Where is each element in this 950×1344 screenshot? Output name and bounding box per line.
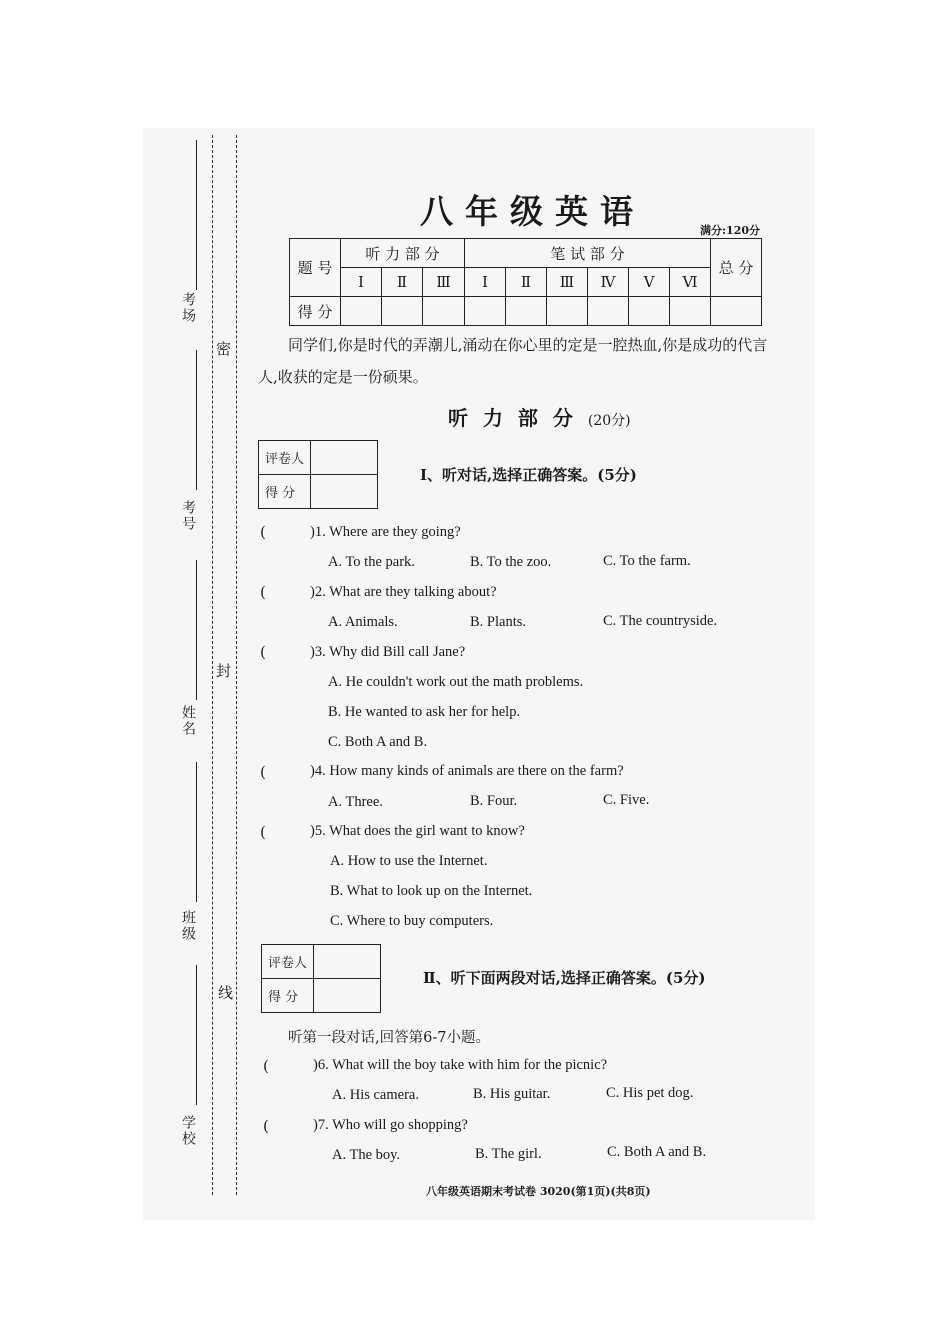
binding-line (196, 140, 197, 290)
score-row-label: 得 分 (290, 297, 341, 326)
page-footer: 八年级英语期末考试卷 3020(第1页)(共8页) (426, 1185, 651, 1198)
intro-line-1: 同学们,你是时代的弄潮儿,涌动在你心里的定是一腔热血,你是成功的代言 (288, 336, 768, 354)
option-6a: A. His camera. (332, 1087, 419, 1103)
writing-col: Ⅳ (588, 268, 629, 297)
option-7c: C. Both A and B. (607, 1144, 707, 1160)
option-4a: A. Three. (328, 794, 383, 810)
option-3c: C. Both A and B. (328, 734, 428, 750)
grader-box (258, 440, 378, 509)
option-3a: A. He couldn't work out the math problems. (328, 674, 584, 690)
grader-label: 得 分 (259, 475, 311, 509)
seal-dotted-line (236, 135, 237, 1195)
listening-col: Ⅱ (382, 268, 423, 297)
listening-header: 听 力 部 分 (341, 239, 465, 268)
question-6: )6. What will the boy take with him for the picnic? (313, 1057, 608, 1073)
listening-col: Ⅰ (341, 268, 382, 297)
score-table (289, 238, 762, 326)
section-points: (20分) (587, 413, 631, 429)
section-title (448, 402, 631, 431)
question-1: )1. Where are they going? (310, 524, 461, 540)
seal-char-xian: 线 (218, 984, 234, 1002)
section-title-text: 听 力 部 分 (448, 406, 577, 430)
answer-paren[interactable]: ( (260, 823, 266, 841)
binding-line (196, 560, 197, 700)
score-table-row-label: 题 号 (290, 239, 341, 297)
grader-score-cell[interactable] (314, 979, 381, 1013)
seal-char-feng: 封 (216, 662, 232, 680)
option-7b: B. The girl. (475, 1146, 542, 1162)
writing-header: 笔 试 部 分 (465, 239, 711, 268)
label-school: 学校 (180, 1115, 196, 1147)
score-cell[interactable] (465, 297, 506, 326)
total-header: 总 分 (711, 239, 762, 297)
grader-label: 得 分 (262, 979, 314, 1013)
grader-label: 评卷人 (259, 441, 311, 475)
writing-col: Ⅱ (506, 268, 547, 297)
binding-line (196, 350, 197, 490)
grader-reviewer-cell[interactable] (314, 945, 381, 979)
writing-col: Ⅵ (670, 268, 711, 297)
option-1a: A. To the park. (328, 554, 415, 570)
score-cell[interactable] (629, 297, 670, 326)
grader-label: 评卷人 (262, 945, 314, 979)
question-3: )3. Why did Bill call Jane? (310, 644, 466, 660)
option-5a: A. How to use the Internet. (330, 853, 488, 869)
score-cell[interactable] (506, 297, 547, 326)
answer-paren[interactable]: ( (263, 1057, 269, 1075)
label-name: 姓名 (180, 705, 196, 737)
part2-note: 听第一段对话,回答第6-7小题。 (288, 1030, 490, 1046)
grader-score-cell[interactable] (311, 475, 378, 509)
binding-line (196, 965, 197, 1105)
question-5: )5. What does the girl want to know? (310, 823, 525, 839)
option-5c: C. Where to buy computers. (330, 913, 494, 929)
writing-col: Ⅲ (547, 268, 588, 297)
answer-paren[interactable]: ( (263, 1117, 269, 1135)
page-title: 八年级英语 (420, 192, 645, 231)
score-cell[interactable] (711, 297, 762, 326)
answer-paren[interactable]: ( (260, 643, 266, 661)
option-6c: C. His pet dog. (606, 1085, 694, 1101)
option-5b: B. What to look up on the Internet. (330, 883, 533, 899)
writing-col: Ⅴ (629, 268, 670, 297)
full-score: 满分:120分 (700, 224, 761, 237)
option-2c: C. The countryside. (603, 613, 718, 629)
score-cell[interactable] (670, 297, 711, 326)
seal-char-mi: 密 (216, 340, 232, 358)
seal-dotted-line (212, 135, 213, 1195)
answer-paren[interactable]: ( (260, 763, 266, 781)
label-exam-number: 考号 (180, 500, 196, 532)
question-7: )7. Who will go shopping? (313, 1117, 468, 1133)
binding-line (196, 762, 197, 902)
score-cell[interactable] (382, 297, 423, 326)
score-cell[interactable] (547, 297, 588, 326)
question-4: )4. How many kinds of animals are there on the farm? (310, 763, 624, 779)
score-cell[interactable] (341, 297, 382, 326)
option-2a: A. Animals. (328, 614, 398, 630)
label-exam-room: 考场 (180, 292, 196, 324)
option-2b: B. Plants. (470, 614, 526, 630)
part1-heading: Ⅰ、听对话,选择正确答案。(5分) (420, 466, 637, 484)
option-6b: B. His guitar. (473, 1086, 551, 1102)
writing-col: Ⅰ (465, 268, 506, 297)
answer-paren[interactable]: ( (260, 523, 266, 541)
grader-box (261, 944, 381, 1013)
option-4c: C. Five. (603, 792, 650, 808)
option-1c: C. To the farm. (603, 553, 691, 569)
listening-col: Ⅲ (423, 268, 465, 297)
option-7a: A. The boy. (332, 1147, 401, 1163)
part2-heading: Ⅱ、听下面两段对话,选择正确答案。(5分) (423, 969, 706, 987)
answer-paren[interactable]: ( (260, 583, 266, 601)
label-class: 班级 (180, 910, 196, 942)
option-3b: B. He wanted to ask her for help. (328, 704, 521, 720)
option-1b: B. To the zoo. (470, 554, 552, 570)
grader-reviewer-cell[interactable] (311, 441, 378, 475)
score-cell[interactable] (423, 297, 465, 326)
option-4b: B. Four. (470, 793, 518, 809)
question-2: )2. What are they talking about? (310, 584, 497, 600)
score-cell[interactable] (588, 297, 629, 326)
intro-line-2: 人,收获的定是一份硕果。 (258, 368, 428, 386)
